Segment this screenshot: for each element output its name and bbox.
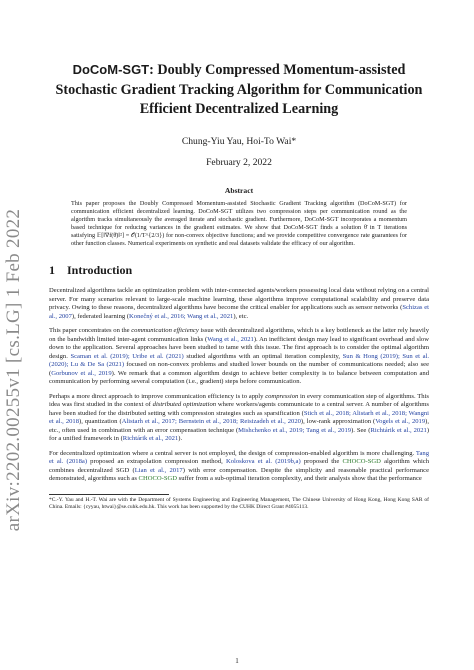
citation-link[interactable]: Gorbunov et al., 2019 (51, 369, 112, 377)
section-heading (49, 263, 429, 278)
authors: Chung-Yiu Yau, Hoi-To Wai* (181, 135, 297, 147)
citation-link[interactable]: Schizas et al., 2007 (49, 304, 429, 320)
abstract-heading: Abstract (224, 185, 254, 195)
citation-link[interactable]: Vogels et al., 2019 (375, 418, 426, 426)
paragraph-4: For decentralized optimization where a central server is not employed, the design of compression-enabled algorithm is more challenging. Tang et al. (2018a) proposed an extrapolation compression method, Koloskova et al. (2019b,a) proposed the CHOCO-SGD algorithm which combines decentralized SGD (Lian et al., 2017) with error compensation. Despite the simplicity and reasonable practical performance demonstrated, algorithms such as CHOCO-SGD suffer from a sub-optimal iteration complexity, and their analysis show that the performance (49, 449, 430, 483)
citation-link[interactable]: Richtárik et al., 2021 (122, 435, 179, 443)
citation-link[interactable]: Alistarh et al., 2017; Bernstein et al., 2018; Reisizadeh et al., 2020 (121, 418, 301, 426)
citation-link[interactable]: Scaman et al. (2019); Uribe et al. (2021) (70, 352, 184, 360)
title-rest: : Doubly Compressed Momentum-assisted Stochastic Gradient Tracking Algorithm for Communication Efficient Decentralized Learning (55, 62, 423, 117)
title-method-name: DoCoM-SGT (72, 62, 150, 77)
citation-link[interactable]: Sun & Hong (2019); Sun et al. (2020); Lu & De Sa (2021) (49, 352, 430, 369)
citation-link[interactable]: Tang et al. (2018a) (49, 449, 429, 466)
arxiv-identifier (2, 180, 26, 560)
citation-link[interactable]: Richtárik et al., 2021 (370, 426, 427, 434)
section-title: Introduction (67, 263, 133, 278)
date: February 2, 2022 (206, 156, 272, 168)
algorithm-name: CHOCO-SGD (138, 475, 178, 483)
citation-link[interactable]: Stich et al., 2018; Alistarh et al., 2018; Wangni et al., 2018 (49, 409, 430, 426)
footnote: *C.-Y. Yau and H.-T. Wai are with the Department of Systems Engineering and Engineering Management, The Chinese University of Hong Kong, Hong Kong SAR of China. Emails: {cyyau, htwai}@se.cuhk.edu.hk. This work has been supported by the CUHK Direct Grant #4055113. (49, 496, 429, 510)
paragraph-3: Perhaps a more direct approach to improve communication efficiency is to apply compression in every communication step of algorithms. This idea was first studied in the context of distributed optimization where workers/agents communicate to a central server. A number of algorithms have been studied for the distributed setting with compression strategies such as sparsification (Stich et al., 2018; Alistarh et al., 2018; Wangni et al., 2018), quantization (Alistarh et al., 2017; Bernstein et al., 2018; Reisizadeh et al., 2020), low-rank approximation (Vogels et al., 2019), etc., often used in combination with an error compensation technique (Mishchenko et al., 2019; Tang et al., 2019). See (Richtárik et al., 2021) for a unified framework in (Richtárik et al., 2021). (49, 392, 430, 443)
arxiv-identifier-text: arXiv:2202.00255v1 [cs.LG] 1 Feb 2022 (3, 208, 25, 532)
paper-title (49, 60, 429, 120)
paragraph-2: This paper concentrates on the communication efficiency issue with decentralized algorithms, which is a key bottleneck as the latter rely heavily on the bandwidth limited inter-agent communication links (Wang et al., 2021). An inefficient design may lead to significant overhead and slow down to the application. Several approaches have been studied to tame with this issue. The first approach is to consider the optimal algorithm design. Scaman et al. (2019); Uribe et al. (2021) studied algorithms with an optimal iteration complexity, Sun & Hong (2019); Sun et al. (2020); Lu & De Sa (2021) focused on non-convex problems and studied lower bounds on the number of communications needed; also see (Gorbunov et al., 2019). We remark that a common algorithm design to achieve better complexity is to balance between computation and communication by performing several computation (i.e., gradient) steps before communication. (49, 327, 430, 386)
citation-link[interactable]: Lian et al., 2017 (134, 466, 183, 474)
section-number: 1 (49, 263, 55, 278)
algorithm-name: CHOCO-SGD (342, 458, 381, 466)
page-number: 1 (235, 657, 239, 665)
citation-link[interactable]: Koloskova et al. (2019b,a) (225, 458, 301, 466)
footnote-rule (49, 494, 169, 495)
citation-link[interactable]: Mishchenko et al., 2019; Tang et al., 2019 (238, 426, 352, 434)
abstract-text: This paper proposes the Doubly Compressed Momentum-assisted Stochastic Gradient Tracking algorithm (DoCoM-SGT) for communication efficient decentralized learning. DoCoM-SGT utilizes two compression steps per communication round as the algorithm tracks simultaneously the averaged iterate and stochastic gradient. Furthermore, DoCoM-SGT incorporates a momentum based technique for reducing variances in the gradient estimates. We show that DoCoM-SGT finds a solution θ̄ in T iterations satisfying 𝔼[‖∇f(θ̄)‖²] = 𝒪(1/T^{2/3}) for non-convex objective functions; and we provide competitive convergence rate guarantees for other function classes. Numerical experiments on synthetic and real datasets validate the efficacy of our algorithm. (71, 199, 407, 247)
citation-link[interactable]: Wang et al., 2021 (207, 335, 254, 343)
paragraph-1: Decentralized algorithms tackle an optimization problem with inter-connected agents/workers possessing local data without relying on a central server. For many scenarios relevant to large-scale machine learning, these algorithms improve computational scalability and preserve data privacy. Owing to these reasons, decentralized algorithms have become the critical enabler for applications such as sensor networks (Schizas et al., 2007), federated learning (Konečný et al., 2016; Wang et al., 2021), etc. (49, 287, 429, 320)
citation-link[interactable]: Konečný et al., 2016; Wang et al., 2021 (129, 312, 234, 320)
paper-page (49, 60, 429, 511)
